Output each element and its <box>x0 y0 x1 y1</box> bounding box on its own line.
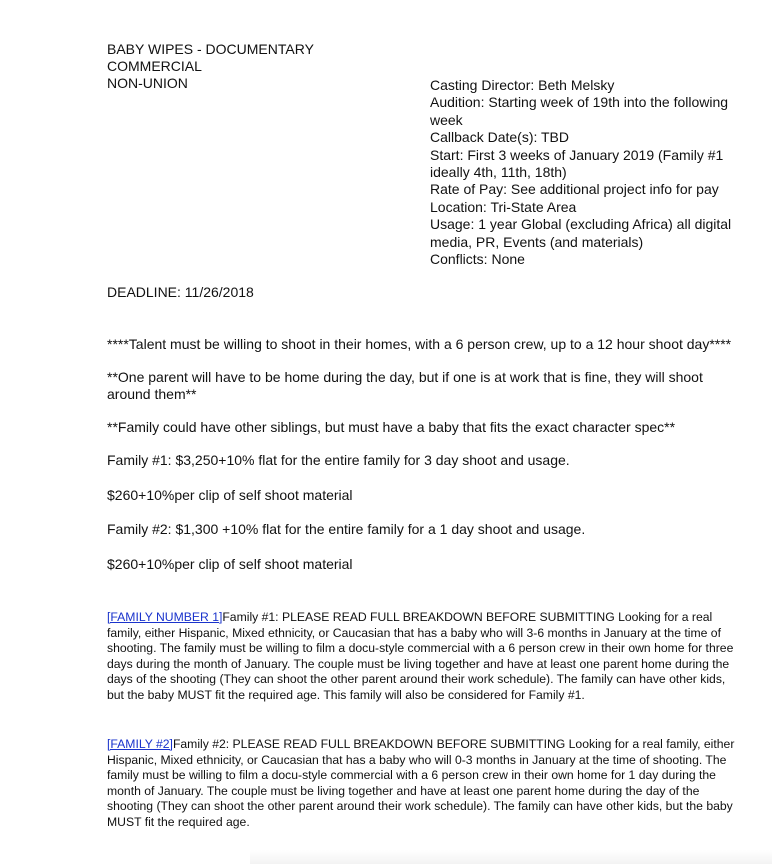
breakdown-family-1 <box>107 610 737 703</box>
location: Location: Tri-State Area <box>430 198 577 215</box>
start-date: Start: First 3 weeks of January 2019 (Family #1 ideally 4th, 11th, 18th) <box>430 146 724 181</box>
page-bottom-shadow <box>250 850 772 864</box>
project-title-line-2: COMMERCIAL <box>107 58 202 74</box>
usage: Usage: 1 year Global (excluding Africa) all digital media, PR, Events (and materials) <box>430 216 732 250</box>
audition-info: Audition: Starting week of 19th into the following week <box>430 94 729 128</box>
breakdown-family-2 <box>107 737 737 830</box>
breakdown-family-1-text: Family #1: PLEASE READ FULL BREAKDOWN BEFORE SUBMITTING Looking for a real family, either Hispanic, Mixed ethnicity, or Caucasian that has a baby who will 3-6 months in January at the time of shooting. The family must be willing to film a docu-style commercial with a 6 person crew in their own home for three days during the month of January. The couple must be living together and have at least one parent home during the days of the shooting (They can shoot the other parent around their work schedule). The family can have other kids, but the baby MUST fit the required age. This family will also be considered for Family #1. <box>107 610 734 702</box>
family-2-link[interactable]: [FAMILY #2] <box>107 737 173 751</box>
family-number-1-link[interactable]: [FAMILY NUMBER 1] <box>107 610 223 624</box>
note-parent-home: **One parent will have to be home during the day, but if one is at work that is fine, they will shoot around them** <box>107 368 703 402</box>
project-details <box>430 77 740 268</box>
note-shoot-in-home: ****Talent must be willing to shoot in their homes, with a 6 person crew, up to a 12 hour shoot day**** <box>107 336 732 352</box>
conflicts: Conflicts: None <box>430 251 525 268</box>
note-family-1-rate: Family #1: $3,250+10% flat for the entire family for 3 day shoot and usage. <box>107 452 570 468</box>
rate-of-pay: Rate of Pay: See additional project info for pay <box>430 181 719 198</box>
deadline: DEADLINE: 11/26/2018 <box>107 284 254 300</box>
project-title-line-3: NON-UNION <box>107 75 188 91</box>
note-family-2-rate: Family #2: $1,300 +10% flat for the entire family for a 1 day shoot and usage. <box>107 521 586 537</box>
callback-date: Callback Date(s): TBD <box>430 129 570 146</box>
notes-section <box>107 336 747 573</box>
note-siblings: **Family could have other siblings, but must have a baby that fits the exact character spec** <box>107 418 676 435</box>
project-title-block <box>107 41 314 92</box>
casting-director: Casting Director: Beth Melsky <box>430 77 615 93</box>
project-title-line-1: BABY WIPES - DOCUMENTARY <box>107 41 314 57</box>
note-clip-rate-2: $260+10%per clip of self shoot material <box>107 555 353 572</box>
note-clip-rate-1: $260+10%per clip of self shoot material <box>107 486 353 503</box>
breakdown-family-2-text: Family #2: PLEASE READ FULL BREAKDOWN BEFORE SUBMITTING Looking for a real family, either Hispanic, Mixed ethnicity, or Caucasian that has a baby who will 0-3 months in January at the time of shooting. The family must be willing to film a docu-style commercial with a 6 person crew in their own home for 1 day during the month of January. The couple must be living together and have at least one parent home during the day of the shooting (They can shoot the other parent around their work schedule). The family can have other kids, but the baby MUST fit the required age. <box>107 737 735 829</box>
